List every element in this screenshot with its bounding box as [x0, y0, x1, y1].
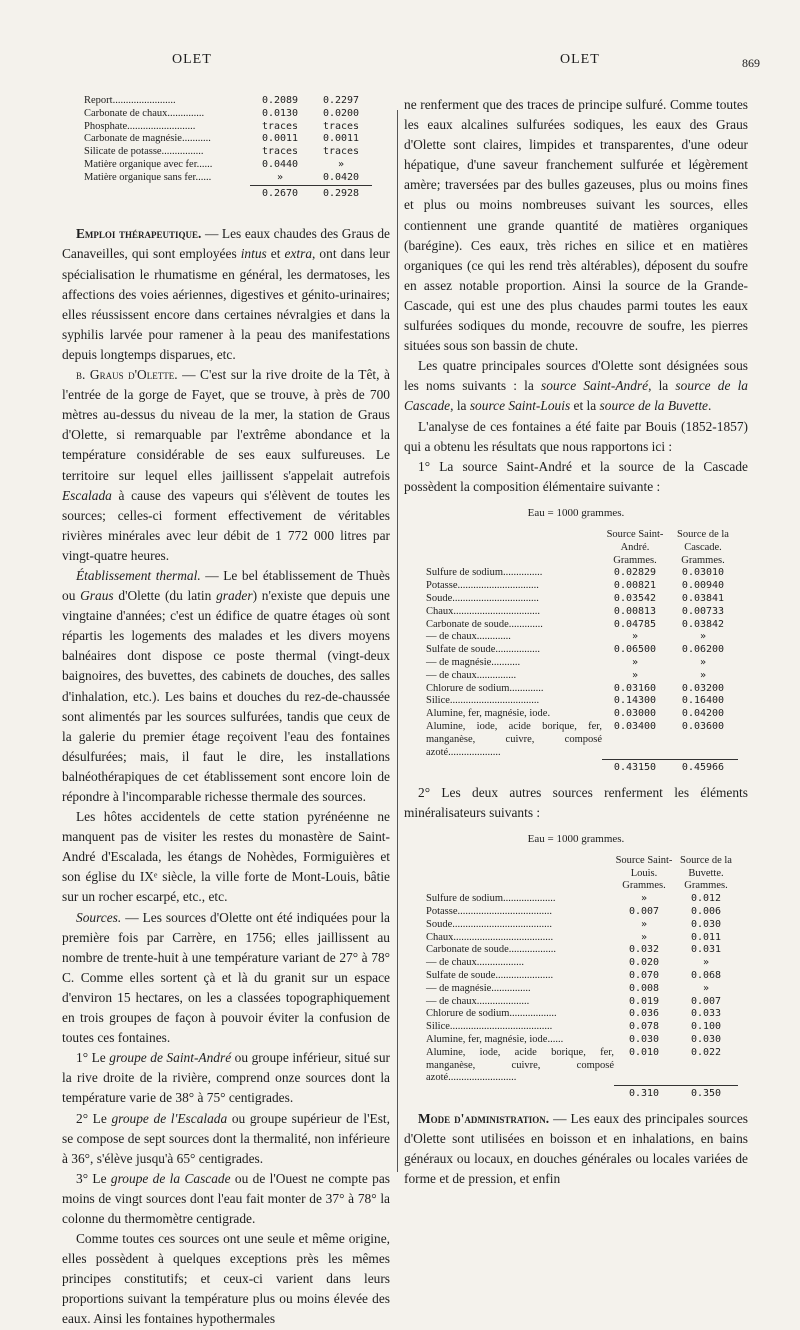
- value-b: 0.007: [690, 995, 722, 1007]
- row-label: Carbonate de chaux..............: [84, 107, 205, 119]
- table-row: [84, 133, 372, 146]
- paragraph-etablissement: [62, 566, 390, 807]
- text: — C'est sur la rive droite de la Têt, à l'entrée de la gorge de Fayet, que se trouve, à près de 700 mètres au-dessus du niveau de la mer, la station de Graus d'Olette, si remarquable par l'extrême abondance et la température considérable de ses eaux sulfureuses. Le territoire sur lequel elles jaillissent s'appelait autrefois: [62, 367, 390, 483]
- table-row: [426, 983, 738, 996]
- value-b: traces: [322, 146, 360, 158]
- row-label: Alumine, iode, acide borique, fer, manganèse, cuivre, composé azoté..........................: [426, 1046, 614, 1084]
- row-label: Potasse....................................: [426, 906, 552, 918]
- paragraph-quatre-sources: [404, 356, 748, 416]
- table2-head-a: Source Saint-Louis.: [615, 854, 673, 879]
- table-row: [426, 1034, 738, 1047]
- row-label: Sulfate de soude......................: [426, 970, 554, 982]
- row-label: Chaux......................................: [426, 931, 554, 943]
- column-divider: [397, 110, 398, 1172]
- value-b: 0.03010: [681, 567, 725, 579]
- text-em: grader: [216, 588, 253, 604]
- report-table: [84, 95, 372, 200]
- text: , la: [450, 398, 470, 414]
- value-a: »: [631, 656, 639, 668]
- value-a: 0.2089: [261, 95, 299, 106]
- table1-head-b: Source de la Cascade.: [677, 528, 729, 553]
- table-row: [426, 721, 738, 759]
- text: à cause des vapeurs qui s'élèvent de toutes les sources; celles-ci forment effectivement de véritables rivières minérales avec leur débit de 1 772 000 litres par vingt-quatre heures.: [62, 487, 390, 563]
- value-a: 0.008: [628, 982, 660, 994]
- lead-emploi: Emploi thérapeutique.: [76, 226, 202, 242]
- lead-sources: Sources.: [76, 909, 122, 925]
- row-label: Silicate de potasse................: [84, 146, 204, 158]
- table2-head-b: Source de la Buvette.: [680, 854, 732, 879]
- paragraph-sources: [62, 908, 390, 1049]
- value-a: 0.020: [628, 957, 660, 969]
- value-a: 0.06500: [613, 644, 657, 656]
- value-b: 0.03600: [681, 720, 725, 732]
- value-b: 0.03842: [681, 618, 725, 630]
- text-em: groupe de l'Escalada: [111, 1110, 228, 1126]
- row-label: — de chaux.............: [426, 631, 511, 643]
- table2-unit-a: Grammes.: [622, 880, 666, 892]
- paragraph-graus: [62, 365, 390, 566]
- table-row: [426, 683, 738, 696]
- table-row: [426, 670, 738, 683]
- value-b: »: [337, 158, 345, 170]
- value-a: 0.010: [628, 1046, 660, 1058]
- row-label: Phosphate..........................: [84, 120, 196, 132]
- text: , la: [648, 378, 676, 394]
- value-a: 0.036: [628, 1008, 660, 1020]
- text-em: source de la Buvette: [599, 398, 708, 414]
- table-row: [426, 893, 738, 906]
- table1-caption: Eau = 1000 grammes.: [527, 506, 625, 519]
- text: ou groupe supérieur de l'Est, se compose de sept sources dont la thermalité, non inférieure à 36°, s'élève jusqu'à 65° centigrades.: [62, 1110, 390, 1166]
- table-row: [426, 695, 738, 708]
- paragraph-analyse: L'analyse de ces fontaines a été faite par Bouis (1852-1857) qui a obtenu les résultats que nous rapportons ici :: [404, 418, 748, 454]
- row-label: Alumine, fer, magnésie, iode.: [426, 708, 551, 720]
- text-em: Escalada: [62, 487, 112, 503]
- table1-total-row: [426, 759, 738, 774]
- value-a: 0.019: [628, 995, 660, 1007]
- table-row: [426, 593, 738, 606]
- text-em: groupe de Saint-André: [109, 1050, 232, 1066]
- table2-unit-b: Grammes.: [684, 880, 728, 892]
- table1-units: [426, 555, 738, 568]
- value-a: 0.070: [628, 970, 660, 982]
- text: — Les eaux des principales sources d'Olette sont utilisées en boisson et en inhalations, en bains généraux ou locaux, en douches générales ou locales variées de forme et de pression, et enfin: [404, 1110, 748, 1186]
- value-b: 0.03200: [681, 682, 725, 694]
- value-a: 0.03000: [613, 708, 657, 720]
- report-total-row: [84, 185, 372, 200]
- table-row: [426, 1008, 738, 1021]
- value-a: 0.00813: [613, 605, 657, 617]
- table-row: [426, 957, 738, 970]
- value-b: 0.012: [690, 893, 722, 905]
- text: et: [266, 246, 285, 262]
- text: ou groupe inférieur, situé sur la rive droite de la rivière, comprend onze sources dont la température varie de 38° à 75° centigrades.: [62, 1050, 390, 1106]
- value-b: »: [699, 631, 707, 643]
- value-b: 0.033: [690, 1008, 722, 1020]
- row-label: Carbonate de soude.............: [426, 618, 543, 630]
- text-em: source Saint-Louis: [469, 398, 571, 414]
- paragraph-groupe-2: [62, 1109, 390, 1169]
- value-b: 0.16400: [681, 695, 725, 707]
- text: , ont dans leur spécialisation le rhumatisme en général, les dermatoses, les affections des voies aériennes, digestives et génito-urinaires; elles réussissent encore dans certaines névralgies et dans la syphilis larvée pour ramener à la peau des manifestations depuis longtemps disparues, etc.: [62, 246, 390, 362]
- value-b: traces: [322, 120, 360, 132]
- row-label: Potasse...............................: [426, 580, 539, 592]
- value-b: 0.0011: [322, 133, 360, 145]
- table-row: [426, 970, 738, 983]
- row-label: Sulfate de soude.................: [426, 644, 541, 656]
- text: 3° Le: [76, 1170, 111, 1186]
- table-row: [84, 172, 372, 185]
- lead-mode: Mode d'administration.: [418, 1110, 550, 1126]
- paragraph-emploi: [62, 224, 390, 365]
- paragraph-groupe-3: [62, 1169, 390, 1229]
- text: ou de l'Ouest ne compte pas moins de vingt sources dont l'eau fait monter de 37° à 78° la colonne du thermomètre centigrade.: [62, 1170, 390, 1226]
- running-head-left: OLET: [172, 52, 212, 67]
- text-em: Graus: [80, 588, 114, 604]
- table-row: [426, 919, 738, 932]
- row-label: Silice..................................: [426, 695, 540, 707]
- table1-total-a: 0.43150: [602, 759, 668, 774]
- value-b: »: [699, 656, 707, 668]
- value-a: 0.04785: [613, 618, 657, 630]
- text: — Le bel établissement de Thuès ou: [62, 567, 390, 604]
- value-b: 0.030: [690, 918, 722, 930]
- table1-header: [426, 529, 738, 555]
- text: — Les sources d'Olette ont été indiquées pour la première fois par Carrère, en 1756; elles jaillissent au nombre de trente-huit à une température variant de 27° à 78° C. Comme elles sortent çà et là du granit sur un espace d'environ 15 hectares, on les a classées topographiquement en trois groupes de façon à pouvoir éviter la confusion de toutes ces fontaines.: [62, 909, 390, 1046]
- table-row: [426, 619, 738, 632]
- text: 1° Le: [76, 1050, 110, 1066]
- value-b: »: [699, 669, 707, 681]
- paragraph-continued: ne renferment que des traces de principe sulfuré. Comme toutes les eaux alcalines sulfurées sodiques, les eaux des Graus d'Olette sont claires, limpides et transparentes, d'une odeur hépatique, d'une saveur franchement sulfurée et légèrement amère; traversées par des bulles gazeuses, plus ou moins fines et plus ou moins nombreuses suivant les sources, elles contiennent une grande quantité de matières organiques (barégine). Ces eaux, très riches en silice et en matières organiques (ce qui les rend très altérables), déposent du soufre en assez notable proportion. Ainsi la source de la Grande-Cascade, qui est une des plus chaudes parmi toutes les eaux sulfurées sodiques du monde, recouvre de soufre, les pierres situées sous son bassin de chute.: [404, 97, 748, 354]
- row-label: — de magnésie...........: [426, 656, 521, 668]
- paragraph-groupe-1: [62, 1048, 390, 1108]
- table2-header: [426, 855, 738, 881]
- table1-unit-b: Grammes.: [681, 554, 725, 566]
- value-a: 0.03542: [613, 592, 657, 604]
- text: ) n'existe que depuis une vingtaine d'années; c'est un édifice de quatre étages où sont répartis les logements des malades et les divers moyens balnéaires dont dispose ce poste thermal (vingt-deux baignoires, des buvettes, des cabinets de douches, des salles d'inhalation, etc.). Les bains et douches du rez-de-chaussée sont alimentés par les sources sulfurées, tandis que ceux de la galerie du premier étage reçoivent l'eau des fontaines désulfurées; mais, il faut le dire, les installations balnéothérapiques de cet établissement sont encore loin de répondre à l'incomparable richesse thermale des sources.: [62, 588, 390, 804]
- table-row: [84, 121, 372, 134]
- table-row: [426, 1047, 738, 1085]
- row-label: Soude......................................: [426, 918, 552, 930]
- value-a: 0.00821: [613, 580, 657, 592]
- row-label: — de chaux..................: [426, 957, 524, 969]
- text: d'Olette (du latin: [113, 588, 217, 604]
- paragraph-mode-administration: [404, 1109, 748, 1189]
- text-em: extra: [284, 246, 313, 262]
- value-b: 0.2297: [322, 95, 360, 106]
- text-em: groupe de la Cascade: [110, 1170, 231, 1186]
- row-label: Sulfure de sodium...............: [426, 567, 543, 579]
- page-number: 869: [742, 56, 760, 70]
- running-head-right: OLET: [560, 52, 600, 67]
- value-a: »: [640, 893, 648, 905]
- value-b: »: [702, 957, 710, 969]
- value-a: 0.03400: [613, 720, 657, 732]
- lead-graus: b. Graus d'Olette.: [76, 367, 178, 383]
- text: — Les eaux chaudes des Graus de Canaveilles, qui sont employées: [62, 226, 391, 262]
- text: 2° Le: [76, 1110, 112, 1126]
- value-b: 0.00940: [681, 580, 725, 592]
- table-row: [84, 108, 372, 121]
- value-a: 0.030: [628, 1034, 660, 1046]
- value-b: 0.03841: [681, 592, 725, 604]
- value-b: 0.022: [690, 1046, 722, 1058]
- row-label: Silice.......................................: [426, 1021, 553, 1033]
- text-em: intus: [240, 246, 267, 262]
- value-a: traces: [261, 146, 299, 158]
- paragraph-hotes: Les hôtes accidentels de cette station pyrénéenne ne manquent pas de visiter les restes du monastère de Saint-André d'Escalada, les étangs de Nohèdes, Formiguières et son église du IXᵉ siècle, la ville forte de Mont-Louis, bâtie sur un rocher escarpé, etc., etc.: [62, 809, 390, 905]
- row-label: Matière organique sans fer......: [84, 171, 212, 183]
- value-a: 0.007: [628, 906, 660, 918]
- table-row: [426, 567, 738, 580]
- table-row: [426, 996, 738, 1009]
- row-label: Chlorure de sodium..................: [426, 1008, 557, 1020]
- value-a: »: [276, 171, 284, 183]
- value-b: 0.0200: [322, 107, 360, 119]
- paragraph-composition-1: 1° La source Saint-André et la source de la Cascade possèdent la composition élémentaire suivante :: [404, 458, 748, 494]
- row-label: — de magnésie...............: [426, 982, 531, 994]
- value-a: 0.02829: [613, 567, 657, 579]
- row-label: Chlorure de sodium.............: [426, 682, 544, 694]
- value-b: 0.0420: [322, 171, 360, 183]
- table2-total-row: [426, 1085, 738, 1100]
- paragraph-composition-2: 2° Les deux autres sources renferment les éléments minéralisateurs suivants :: [404, 784, 748, 820]
- row-label: Sulfure de sodium....................: [426, 893, 556, 905]
- value-a: 0.03160: [613, 682, 657, 694]
- row-label: — de chaux....................: [426, 995, 530, 1007]
- value-a: 0.032: [628, 944, 660, 956]
- table2-total-a: 0.310: [614, 1085, 674, 1100]
- row-label: — de chaux...............: [426, 669, 517, 681]
- lead-etablissement: Établissement thermal.: [76, 567, 201, 583]
- table-row: [426, 657, 738, 670]
- left-column: [62, 95, 390, 1330]
- value-a: traces: [261, 120, 299, 132]
- table-row: [426, 644, 738, 657]
- value-b: 0.04200: [681, 708, 725, 720]
- value-a: 0.078: [628, 1021, 660, 1033]
- value-a: 0.0440: [261, 158, 299, 170]
- report-total-b: 0.2928: [310, 185, 372, 200]
- table2-total-b: 0.350: [674, 1085, 738, 1100]
- table-saint-louis-buvette: [426, 855, 738, 1101]
- table-row: [426, 932, 738, 945]
- report-total-a: 0.2670: [250, 185, 310, 200]
- table-row: [426, 606, 738, 619]
- table-row: [84, 159, 372, 172]
- text: .: [707, 398, 712, 414]
- text: et la: [570, 398, 600, 414]
- row-label: Soude.................................: [426, 592, 539, 604]
- row-label: Carbonate de soude..................: [426, 944, 557, 956]
- row-label: Matière organique avec fer......: [84, 158, 213, 170]
- text-em: source Saint-André: [540, 378, 649, 394]
- table1-head-a: Source Saint-André.: [606, 528, 664, 553]
- value-a: »: [640, 918, 648, 930]
- right-column: [404, 95, 748, 1189]
- value-b: 0.011: [690, 931, 722, 943]
- row-label: Alumine, fer, magnésie, iode......: [426, 1034, 564, 1046]
- value-a: »: [640, 931, 648, 943]
- table-row: [426, 944, 738, 957]
- value-a: 0.0130: [261, 107, 299, 119]
- table2-units: [426, 880, 738, 893]
- row-label: Report........................: [84, 95, 176, 106]
- table-row: [426, 631, 738, 644]
- text: Les quatre principales sources d'Olette sont désignées sous les noms suivants : la: [404, 358, 748, 394]
- value-a: 0.14300: [613, 695, 657, 707]
- table-row: [84, 95, 372, 108]
- row-label: Chaux.................................: [426, 605, 541, 617]
- table-row: [426, 906, 738, 919]
- value-b: 0.068: [690, 970, 722, 982]
- value-a: 0.0011: [261, 133, 299, 145]
- table1-total-b: 0.45966: [668, 759, 738, 774]
- table-row: [426, 708, 738, 721]
- table-row: [426, 580, 738, 593]
- paragraph-origine: Comme toutes ces sources ont une seule et même origine, elles possèdent à quelques exceptions près les mêmes principes constitutifs; et ceux-ci varient dans leurs proportions suivant la température plus ou moins élevée des eaux. Ainsi les fontaines hypothermales: [62, 1231, 390, 1327]
- value-b: »: [702, 982, 710, 994]
- row-label: Alumine, iode, acide borique, fer, manganèse, cuivre, composé azoté....................: [426, 720, 602, 758]
- value-b: 0.030: [690, 1034, 722, 1046]
- value-b: 0.00733: [681, 605, 725, 617]
- value-a: »: [631, 669, 639, 681]
- value-a: »: [631, 631, 639, 643]
- table-saint-andre-cascade: [426, 529, 738, 775]
- table2-caption: Eau = 1000 grammes.: [527, 832, 625, 845]
- text-em: source de la Cascade: [404, 378, 748, 414]
- table-row: [426, 1021, 738, 1034]
- row-label: Carbonate de magnésie...........: [84, 133, 211, 145]
- value-b: 0.06200: [681, 644, 725, 656]
- value-b: 0.100: [690, 1021, 722, 1033]
- value-b: 0.031: [690, 944, 722, 956]
- value-b: 0.006: [690, 906, 722, 918]
- table1-unit-a: Grammes.: [613, 554, 657, 566]
- table-row: [84, 146, 372, 159]
